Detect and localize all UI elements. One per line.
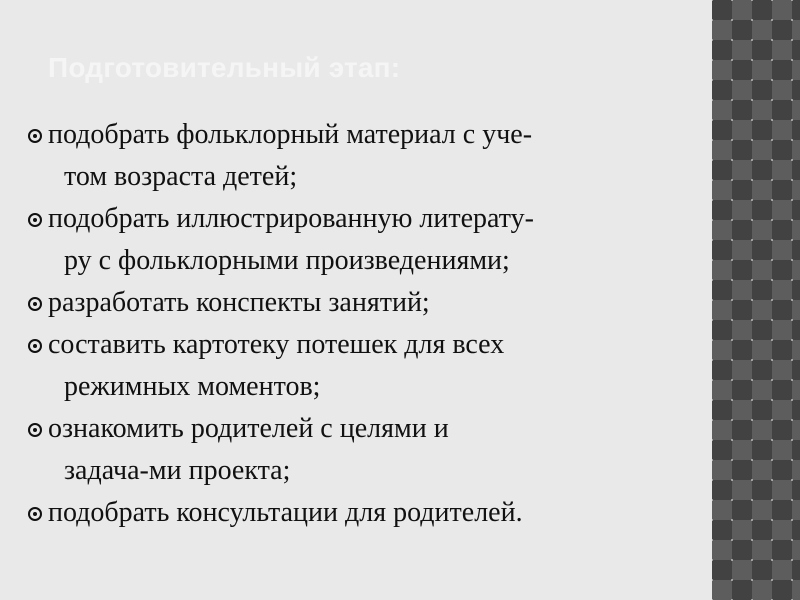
bullet-item [28, 198, 698, 282]
bullet-line: подобрать фольклорный материал с уче- [48, 119, 533, 150]
circle-dot-bullet-icon [28, 339, 42, 353]
decorative-side-pattern [712, 0, 800, 600]
circle-dot-bullet-icon [28, 507, 42, 521]
bullet-line: ознакомить родителей с целями и [48, 413, 449, 444]
bullet-item [28, 492, 698, 534]
bullet-text [48, 492, 698, 534]
bullet-line: составить картотеку потешек для всех [48, 329, 505, 360]
bullet-text [48, 282, 698, 324]
bullet-line: режимных моментов; [64, 371, 321, 402]
bullet-line: подобрать консультации для родителей. [48, 497, 523, 528]
bullet-item [28, 282, 698, 324]
bullet-text [48, 324, 698, 408]
bullet-line: задача-ми проекта; [64, 455, 291, 486]
bullet-text [48, 198, 698, 282]
bullet-line: подобрать иллюстрированную литерату- [48, 203, 534, 234]
bullet-text [48, 408, 698, 492]
bullet-item [28, 324, 698, 408]
circle-dot-bullet-icon [28, 213, 42, 227]
bullet-text [48, 114, 698, 198]
bullet-line: ру с фольклорными произведениями; [64, 245, 510, 276]
slide-title: Подготовительный этап: [48, 52, 401, 83]
circle-dot-bullet-icon [28, 297, 42, 311]
bullet-item [28, 408, 698, 492]
bullet-item [28, 114, 698, 198]
circle-dot-bullet-icon [28, 423, 42, 437]
bullet-line: том возраста детей; [64, 161, 298, 192]
bullet-list [28, 114, 698, 534]
circle-dot-bullet-icon [28, 129, 42, 143]
bullet-line: разработать конспекты занятий; [48, 287, 430, 318]
